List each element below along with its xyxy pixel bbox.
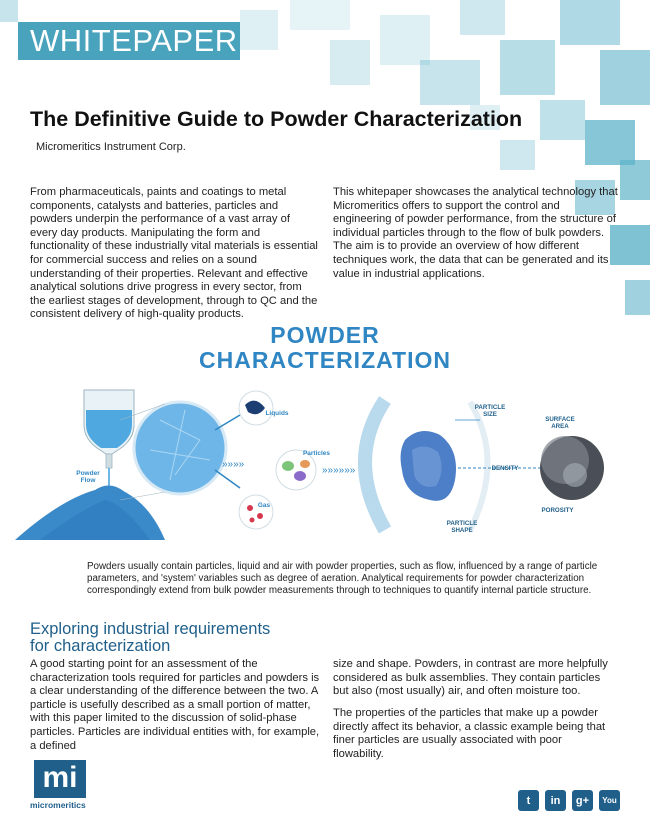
section-right-paragraph-1: size and shape. Powders, in contrast are more helpfully considered as bulk assemblies. They contain particles but also (most usually) air, and often moisture too. xyxy=(333,658,608,698)
label-particles: Particles xyxy=(302,450,331,457)
company-name: Micromeritics Instrument Corp. xyxy=(36,141,186,153)
section-heading-line1: Exploring industrial requirements xyxy=(30,620,271,638)
gas-circle xyxy=(239,495,273,529)
intro-right-paragraph: This whitepaper showcases the analytical technology that Micromeritics offers to support the control and engineering of powder performance, from the structure of individual particles through to the flow of bulk powders. The aim is to provide an overview of how different techniques work, the data that can be generated and its value in industrial applications. xyxy=(333,186,618,280)
logo-text: micromeritics xyxy=(30,800,86,810)
section-heading-line2: for characterization xyxy=(30,637,171,655)
label-particle-size: PARTICLE SIZE xyxy=(474,404,506,418)
diagram-title-line1: POWDER xyxy=(270,322,380,348)
label-density: DENSITY xyxy=(491,465,519,472)
diagram-caption: Powders usually contain particles, liquid and air with powder properties, such as flow, influenced by a range of particle parameters, and 'system' variables such as degree of aeration. Analytical requirements for powder characterization correspondingly extend from bulk powder measurements through to techniques to quantify internal particle structure. xyxy=(87,561,598,596)
whitepaper-banner: WHITEPAPER xyxy=(18,22,240,60)
page-title: The Definitive Guide to Powder Characterization xyxy=(30,107,523,131)
logo-mark: mi xyxy=(34,760,86,798)
powder-characterization-diagram xyxy=(0,380,650,555)
label-powder-flow: Powder Flow xyxy=(76,470,100,484)
label-surface-area: SURFACE AREA xyxy=(545,416,575,430)
svg-text:»»»»: »»»» xyxy=(222,459,245,470)
section-right-paragraph-2: The properties of the particles that make up a powder directly affect its behavior, a classic example being that finer particles are usually associated with poor flowability. xyxy=(333,707,606,760)
linkedin-icon[interactable]: in xyxy=(545,790,566,811)
label-particle-shape: PARTICLE SHAPE xyxy=(446,520,478,534)
label-porosity: POROSITY xyxy=(541,507,574,514)
section-left-paragraph: A good starting point for an assessment of the characterization tools required for particles and powders is a clear understanding of the difference between the two. A particle is usefully described as a small portion of matter, with this paper limited to the discussion of solid-phase particles. Particles are individual entities with, for example, a defined xyxy=(30,658,320,752)
micromeritics-logo[interactable] xyxy=(30,760,90,810)
label-gas: Gas xyxy=(257,502,271,509)
diagram-title-line2: CHARACTERIZATION xyxy=(199,347,451,373)
svg-text:»»»»»»: »»»»»» xyxy=(322,465,356,476)
section-heading xyxy=(30,621,270,655)
label-liquids: Liquids xyxy=(265,410,289,417)
googleplus-icon[interactable]: g+ xyxy=(572,790,593,811)
youtube-icon[interactable]: You xyxy=(599,790,620,811)
twitter-icon[interactable]: t xyxy=(518,790,539,811)
intro-left-paragraph: From pharmaceuticals, paints and coatings to metal components, catalysts and batteries, particles and powders underpin the performance of a vast array of every day products. Manipulating the form and functionality of these industrially vital materials is essential for commercial success and relies on a sound understanding of their properties. Relevant and effective analytical solutions drive progress in every sector, from the earliest stages of development, through to QC and the consistent delivery of high-quality products. xyxy=(30,186,318,321)
